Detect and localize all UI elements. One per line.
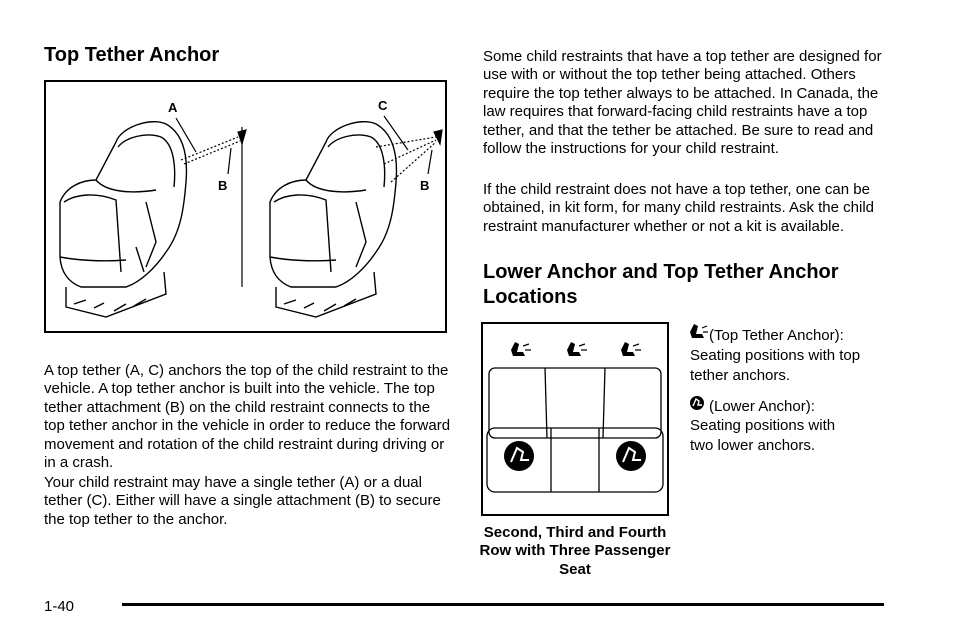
footer-rule	[122, 603, 884, 606]
lower-anchor-icon	[690, 396, 704, 410]
section-heading-anchor-locations: Lower Anchor and Top Tether Anchor Locations	[483, 261, 839, 308]
paragraph-tether-usage: Some child restraints that have a top tether are designed for use with or without the top tether being attached. Others require the top tether always to be attached. In Canada, the law requires that forward-facing child restraints have a top tether, and that the tether be attached. Be sure to read and follow the instructions for your child restraint.	[483, 48, 882, 158]
paragraph-tether-types: Your child restraint may have a single tether (A) or a dual tether (C). Either will have a single attachment (B) to secure the top tether to the anchor.	[44, 474, 441, 528]
legend-tether-title: (Top Tether Anchor):	[709, 327, 844, 344]
legend-lower-title: (Lower Anchor):	[709, 398, 815, 415]
figure-label-b-left: B	[218, 178, 228, 193]
legend-lower-description: Seating positions with two lower anchors.	[690, 417, 836, 454]
top-tether-anchor-icon	[621, 342, 641, 356]
child-seat-dual-tether	[270, 122, 396, 317]
lower-anchor-icon	[616, 441, 646, 471]
section-heading-top-tether-anchor: Top Tether Anchor	[44, 44, 220, 66]
figure-label-a: A	[168, 100, 178, 115]
paragraph-tether-kit: If the child restraint does not have a top tether, one can be obtained, in kit form, for many child restraints. Ask the child restraint manufacturer whether or not a kit is available.	[483, 181, 875, 235]
lower-anchor-icon	[504, 441, 534, 471]
paragraph-tether-description: A top tether (A, C) anchors the top of the child restraint to the vehicle. A top tether anchor is built into the vehicle. The top tether attachment (B) on the child restraint connects to the top tether anchor in the vehicle in order to reduce the forward movement and rotation of the child restraint during driving or in a crash.	[44, 362, 451, 472]
figure-caption: Second, Third and Fourth Row with Three Passenger Seat	[479, 524, 671, 578]
figure-label-c: C	[378, 98, 388, 113]
top-tether-anchor-icon	[690, 324, 708, 340]
legend-tether-description: Seating positions with top tether anchors.	[690, 347, 861, 384]
bench-seat-anchor-diagram	[481, 322, 669, 516]
tether-strap-c	[376, 116, 442, 182]
top-tether-anchor-icon	[567, 342, 587, 356]
page-number: 1-40	[44, 598, 75, 615]
child-seats-drawing	[46, 82, 445, 331]
bench-seat-drawing	[483, 324, 667, 514]
top-tether-anchor-icon	[511, 342, 531, 356]
figure-label-b-right: B	[420, 178, 430, 193]
tether-seat-illustration	[44, 80, 447, 333]
child-seat-single-tether	[60, 122, 186, 317]
